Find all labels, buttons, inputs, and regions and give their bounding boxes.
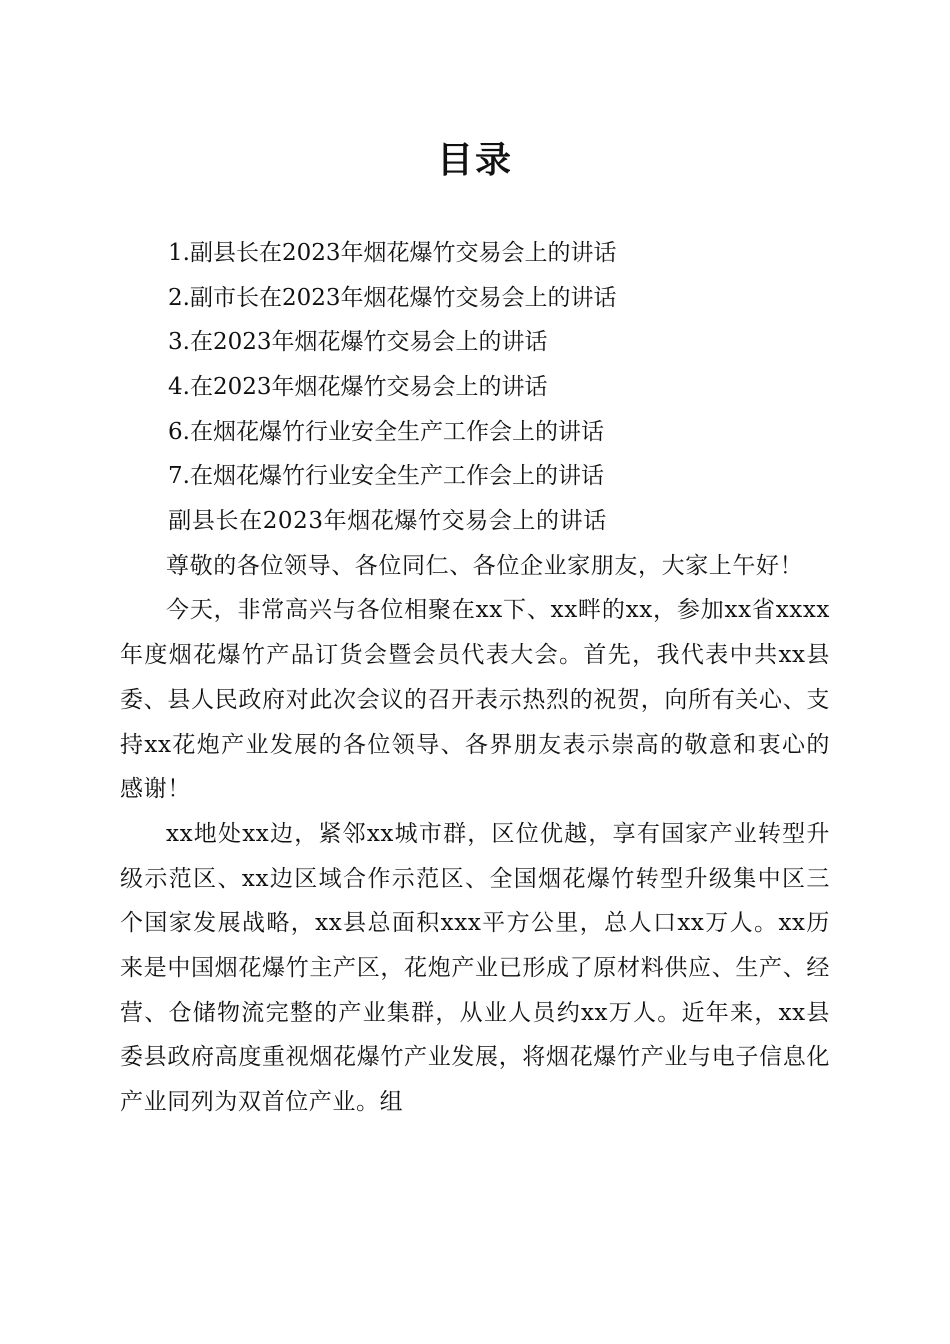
table-of-contents [168, 231, 848, 499]
toc-item: 2.副市长在2023年烟花爆竹交易会上的讲话 [168, 284, 617, 311]
paragraph-opening: 今天，非常高兴与各位相聚在xx下、xx畔的xx，参加xx省xxxx年度烟花爆竹产品订货会暨会员代表大会。首先，我代表中共xx县委、县人民政府对此次会议的召开表示热烈的祝贺，向所有关心、支持xx花炮产业发展的各位领导、各界朋友表示崇高的敬意和衷心的感谢！ [120, 597, 830, 803]
toc-item: 3.在2023年烟花爆竹交易会上的讲话 [168, 329, 548, 356]
toc-item: 6.在烟花爆竹行业安全生产工作会上的讲话 [168, 418, 604, 445]
paragraph-county-intro: xx地处xx边，紧邻xx城市群，区位优越，享有国家产业转型升级示范区、xx边区域合作示范区、全国烟花爆竹转型升级集中区三个国家发展战略，xx县总面积xxx平方公里，总人口xx万人。xx历来是中国烟花爆竹主产区，花炮产业已形成了原材料供应、生产、经营、仓储物流完整的产业集群，从业人员约xx万人。近年来，xx县委县政府高度重视烟花爆竹产业发展，将烟花爆竹产业与电子信息化产业同列为双首位产业。组 [120, 820, 830, 1116]
toc-item: 4.在2023年烟花爆竹交易会上的讲话 [168, 374, 548, 401]
page-title: 目录 [436, 139, 513, 181]
speech-body [120, 499, 830, 1125]
toc-item: 7.在烟花爆竹行业安全生产工作会上的讲话 [168, 463, 604, 490]
paragraph-greeting: 尊敬的各位领导、各位同仁、各位企业家朋友，大家上午好！ [166, 552, 804, 579]
toc-item: 1.副县长在2023年烟花爆竹交易会上的讲话 [168, 240, 617, 266]
section-heading: 副县长在2023年烟花爆竹交易会上的讲话 [168, 508, 607, 534]
